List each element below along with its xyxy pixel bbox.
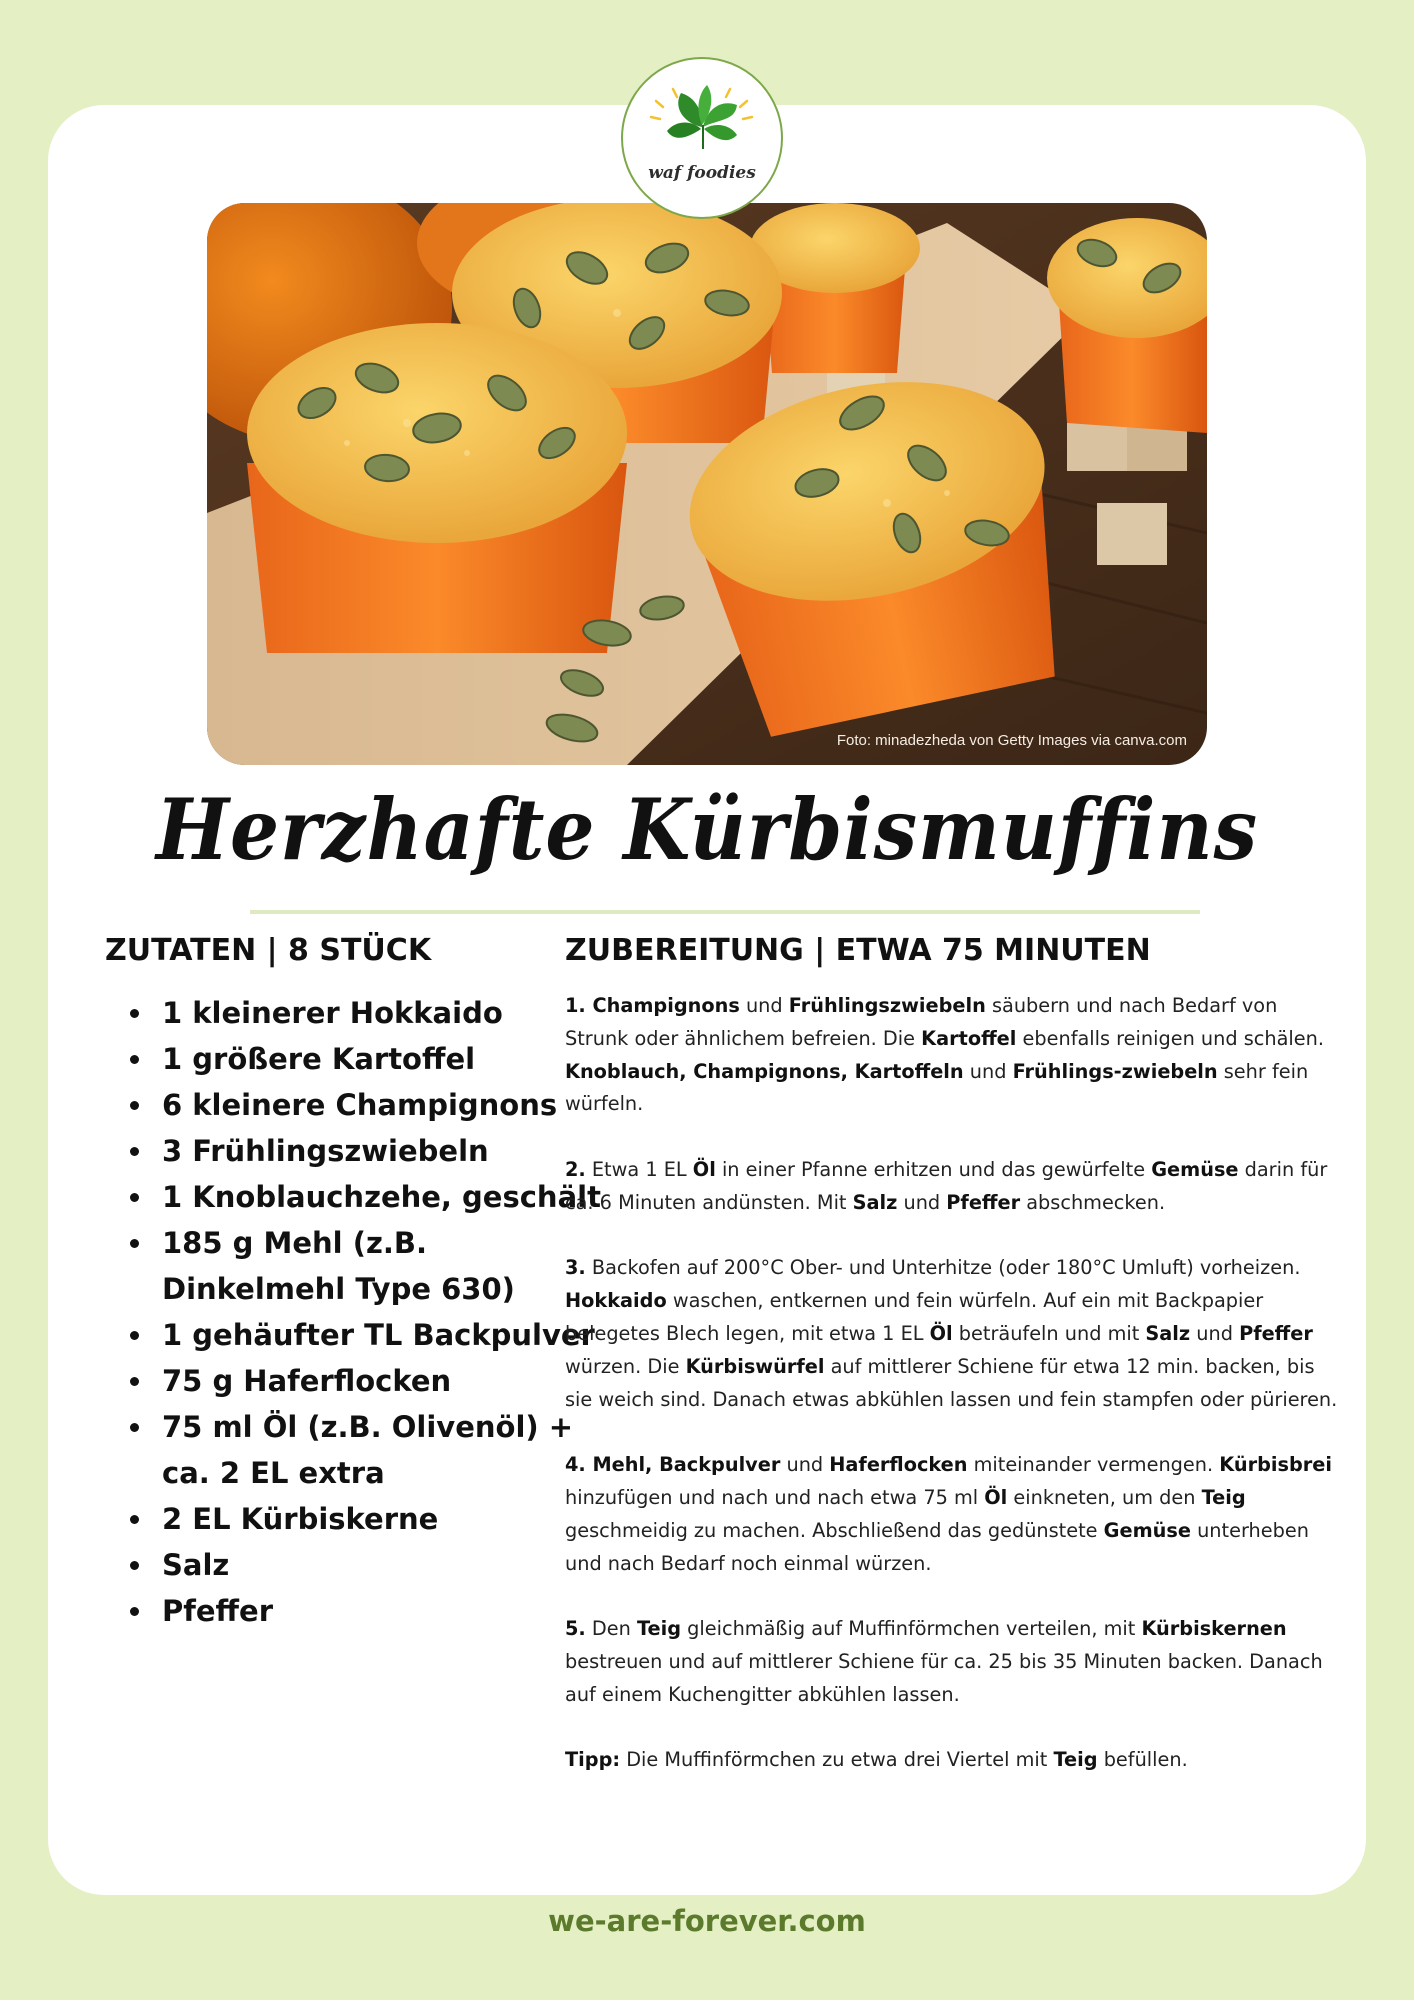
step-emphasis: Teig [1053,1748,1098,1772]
ingredient-item [162,1542,602,1588]
ingredient-text: 1 größere Kartoffel [162,1042,476,1076]
step-emphasis: Öl [929,1321,953,1345]
ingredient-text: Salz [162,1548,230,1582]
step-emphasis: Kürbiswürfel [685,1354,825,1378]
step-text: bestreuen und auf mittlerer Schiene für ca. 25 bis 35 Minuten backen. Danach auf einem Kuchengitter abkühlen lassen. [565,1649,1323,1706]
step-text: Die Muffinförmchen zu etwa drei Viertel mit [620,1748,1054,1772]
step-emphasis: Frühlings-zwiebeln [1012,1059,1218,1083]
step-emphasis: Kartoffel [921,1026,1017,1050]
step-emphasis: Hokkaido [565,1289,667,1313]
step-emphasis: Salz [1145,1321,1191,1345]
bullet-icon [130,1331,139,1340]
ingredient-item [162,1588,602,1634]
bullet-icon [130,1055,139,1064]
step-emphasis: Tipp: [565,1748,621,1772]
step-emphasis: Frühlingszwiebeln [788,994,986,1017]
ingredient-item [162,1358,602,1404]
step-emphasis: Pfeffer [1239,1321,1313,1345]
ingredient-text: 3 Frühlingszwiebeln [162,1134,489,1168]
ingredient-item [162,1312,602,1358]
brand-logo [621,57,783,219]
step-text: abschmecken. [1020,1190,1166,1214]
step-paragraph [565,1252,1345,1416]
ingredient-item [162,1128,602,1174]
footer-website: we-are-forever.com [548,1904,866,1938]
tip-paragraph [565,1744,1345,1777]
step-emphasis: Salz [852,1190,898,1214]
ingredient-item [162,1082,602,1128]
ingredient-item [162,990,602,1036]
photo-credit: Foto: minadezheda von Getty Images via canva.com [836,732,1187,749]
ingredient-item [162,1036,602,1082]
preparation-heading: ZUBEREITUNG | ETWA 75 MINUTEN [565,933,1151,968]
basil-leaves-icon [623,59,781,217]
step-emphasis: Gemüse [1103,1518,1191,1542]
step-text: und [780,1453,830,1477]
ingredient-item [162,1220,602,1312]
step-text: Den [585,1617,637,1641]
ingredient-text: 6 kleinere Champignons [162,1088,558,1122]
step-emphasis: Öl [984,1485,1008,1509]
step-text: miteinander vermengen. [967,1453,1220,1477]
step-text: sehr fein würfeln. [565,1059,1309,1116]
step-text: ebenfalls reinigen und schälen. [1016,1026,1324,1050]
step-text: befüllen. [1097,1748,1188,1772]
bullet-icon [130,1239,139,1248]
step-text: in einer Pfanne erhitzen und das gewürfelte [715,1157,1152,1181]
step-text: säubern und nach Bedarf von Strunk oder ähnlichem befreien. Die [565,994,1278,1050]
step-text: gleichmäßig auf Muffinförmchen verteilen, mit [681,1617,1142,1641]
bullet-icon [130,1377,139,1386]
ingredient-item [162,1404,602,1496]
ingredient-text: 1 Knoblauchzehe, geschält [162,1180,601,1214]
step-emphasis: Öl [692,1157,716,1181]
step-emphasis: Kürbisbrei [1219,1453,1332,1477]
step-text: und [897,1190,947,1214]
step-emphasis: Knoblauch, Champignons, Kartoffeln [565,1059,964,1083]
step-paragraph [565,1449,1345,1580]
step-text: waschen, entkernen und fein würfeln. Auf ein mit Backpapier belegetes Blech legen, mit etwa 1 EL [565,1289,1264,1345]
ingredient-text: 1 kleinerer Hokkaido [162,996,503,1030]
step-text: Etwa 1 EL [585,1157,693,1181]
preparation-steps [565,990,1345,1810]
step-paragraph [565,990,1345,1121]
step-paragraph [565,1154,1345,1220]
step-text: und [739,994,789,1017]
bullet-icon [130,1147,139,1156]
ingredient-text: 1 gehäufter TL Backpulver [162,1318,595,1352]
ingredient-text: 75 ml Öl (z.B. Olivenöl) + ca. 2 EL extra [162,1410,574,1490]
step-emphasis: Kürbiskernen [1141,1617,1287,1641]
ingredient-text: 2 EL Kürbiskerne [162,1502,439,1536]
bullet-icon [130,1561,139,1570]
step-emphasis: 2. [565,1157,586,1181]
step-text: Backofen auf 200°C Ober- und Unterhitze (oder 180°C Umluft) vorheizen. [585,1256,1301,1280]
ingredient-text: 75 g Haferflocken [162,1364,452,1398]
step-text: darin für ca. 6 Minuten andünsten. Mit [565,1157,1328,1214]
ingredient-text: 185 g Mehl (z.B. Dinkelmehl Type 630) [162,1226,515,1306]
step-text: geschmeidig zu machen. Abschließend das gedünstete [565,1518,1104,1542]
step-emphasis: 1. Champignons [565,994,740,1017]
step-emphasis: Gemüse [1151,1157,1239,1181]
ingredient-item [162,1496,602,1542]
logo-text: waf foodies [648,163,756,183]
bullet-icon [130,1193,139,1202]
step-paragraph [565,1613,1345,1711]
ingredients-list [108,990,602,1634]
page-title: Herzhafte Kürbismuffins [156,780,1258,879]
step-emphasis: Teig [636,1617,682,1641]
step-emphasis: 5. [565,1617,586,1641]
step-text: und [1190,1321,1240,1345]
step-emphasis: 3. [565,1256,586,1280]
pumpkin-muffins-photo [207,203,1207,765]
step-text: beträufeln und mit [952,1321,1146,1345]
bullet-icon [130,1009,139,1018]
step-emphasis: 4. Mehl, Backpulver [565,1453,781,1477]
title-divider [250,910,1200,914]
step-text: hinzufügen und nach und nach etwa 75 ml [565,1485,985,1509]
ingredients-heading: ZUTATEN | 8 STÜCK [105,933,432,968]
step-text: und [963,1059,1013,1083]
bullet-icon [130,1607,139,1616]
bullet-icon [130,1515,139,1524]
step-text: unterheben und nach Bedarf noch einmal würzen. [565,1518,1309,1575]
step-emphasis: Pfeffer [946,1190,1021,1214]
ingredient-text: Pfeffer [162,1594,274,1628]
step-emphasis: Haferflocken [829,1453,968,1477]
ingredient-item [162,1174,602,1220]
bullet-icon [130,1101,139,1110]
step-text: auf mittlerer Schiene für etwa 12 min. backen, bis sie weich sind. Danach etwas abkühlen lassen und fein stampfen oder pürieren. [565,1354,1338,1411]
step-emphasis: Teig [1201,1485,1246,1509]
step-text: würzen. Die [565,1354,686,1378]
step-text: einkneten, um den [1007,1485,1202,1509]
bullet-icon [130,1423,139,1432]
